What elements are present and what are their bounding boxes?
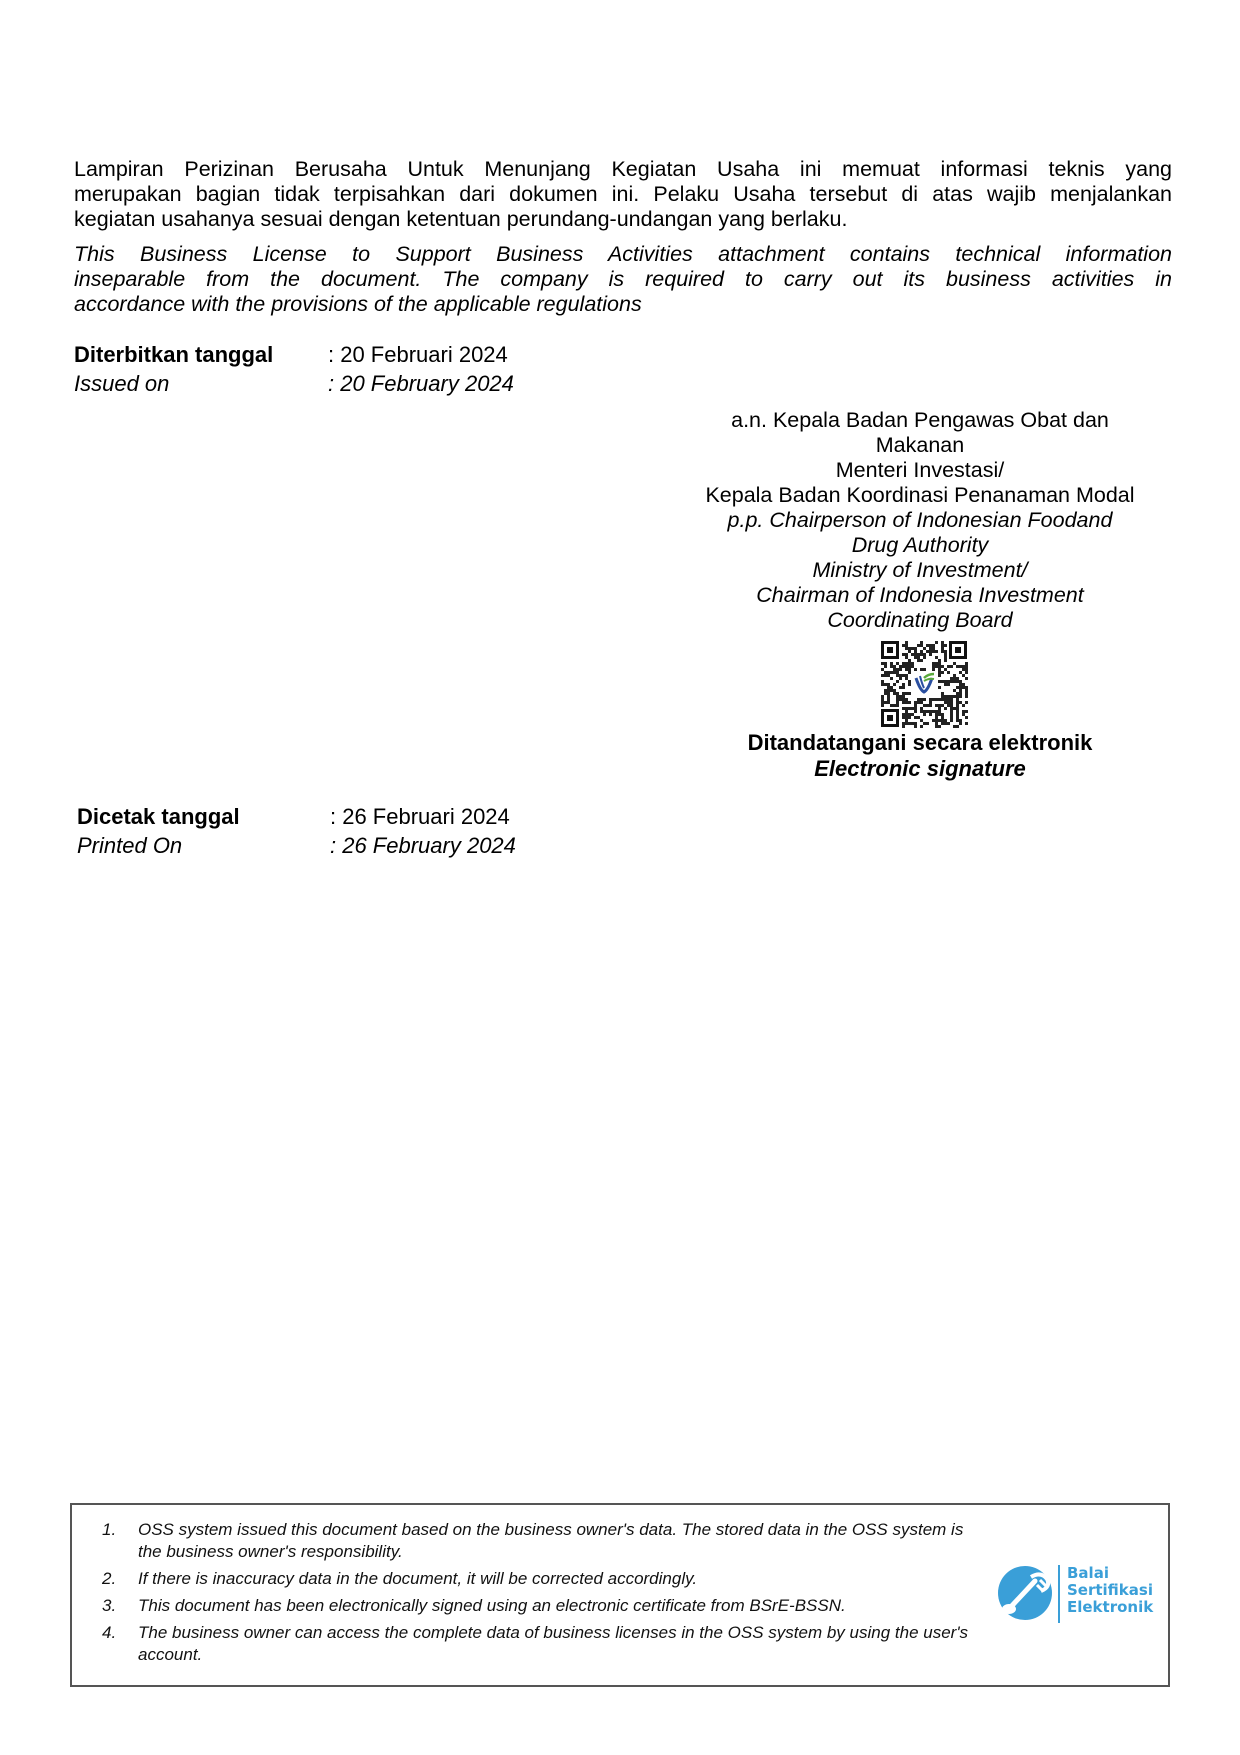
issued-label-id: Diterbitkan tanggal (74, 342, 274, 367)
footer-note-text: If there is inaccuracy data in the document, it will be corrected accordingly. (138, 1569, 698, 1588)
issued-label-en: Issued on (74, 371, 170, 396)
footer-note-text: OSS system issued this document based on the business owner's data. The stored data in the OSS system is the business owner's responsibility. (138, 1520, 964, 1561)
intro-paragraph-id (74, 157, 1172, 232)
printed-date-row-en (77, 831, 577, 861)
printed-value-id: : 26 Februari 2024 (330, 804, 510, 829)
signatory-line-en: Drug Authority (851, 533, 989, 557)
footer-note-number: 3. (102, 1596, 117, 1615)
issued-date-row-en (74, 369, 574, 399)
bsre-logo-line2: Sertifikasi (1067, 1581, 1153, 1599)
signatory-block (660, 408, 1180, 633)
intro-id-line: merupakan bagian tidak terpisahkan dari dokumen ini. Pelaku Usaha tersebut di atas wajib menjalankan (74, 182, 1172, 206)
footer-note-number: 2. (102, 1569, 117, 1588)
printed-label-en: Printed On (77, 833, 183, 858)
signatory-line-id: Menteri Investasi/ (835, 458, 1005, 482)
signatory-line-en: Ministry of Investment/ (812, 558, 1028, 582)
footer-note-item (102, 1568, 1062, 1590)
key-seal-icon (998, 1566, 1052, 1620)
footer-note-item (102, 1519, 1062, 1563)
footer-note-number: 1. (102, 1520, 117, 1539)
intro-en-line: accordance with the provisions of the applicable regulations (74, 292, 642, 316)
bsre-logo-line1: Balai (1067, 1564, 1109, 1582)
signatory-line-en: p.p. Chairperson of Indonesian Foodand (727, 508, 1113, 532)
printed-date-row-id (77, 802, 577, 832)
signatory-line-en: Chairman of Indonesia Investment (756, 583, 1084, 607)
qr-code-icon (880, 640, 968, 728)
footer-note-text: The business owner can access the complete data of business licenses in the OSS system by using the user's account. (138, 1623, 969, 1664)
footer-note-item (102, 1595, 1062, 1617)
esign-label-id: Ditandatangani secara elektronik (747, 730, 1093, 755)
issued-value-en: : 20 February 2024 (328, 371, 514, 396)
issued-date-row-id (74, 340, 574, 370)
footer-note-item (102, 1622, 1062, 1666)
intro-id-line: kegiatan usahanya sesuai dengan ketentuan perundang-undangan yang berlaku. (74, 207, 848, 231)
footer-notes-list (102, 1519, 1062, 1671)
bsre-logo (997, 1559, 1157, 1629)
signatory-line-en: Coordinating Board (827, 608, 1013, 632)
printed-value-en: : 26 February 2024 (330, 833, 516, 858)
intro-en-line: This Business License to Support Business Activities attachment contains technical information (74, 242, 1172, 266)
bsre-logo-line3: Elektronik (1067, 1598, 1154, 1616)
intro-id-line: Lampiran Perizinan Berusaha Untuk Menunjang Kegiatan Usaha ini memuat informasi teknis yang (74, 157, 1172, 181)
signatory-line-id: Makanan (875, 433, 965, 457)
intro-paragraph-en (74, 242, 1172, 317)
intro-en-line: inseparable from the document. The company is required to carry out its business activities in (74, 267, 1172, 291)
signatory-line-id: a.n. Kepala Badan Pengawas Obat dan (731, 408, 1109, 432)
esign-label-en: Electronic signature (814, 756, 1026, 781)
footer-note-text: This document has been electronically signed using an electronic certificate from BSrE-BSSN. (138, 1596, 846, 1615)
footer-note-number: 4. (102, 1623, 117, 1642)
issued-value-id: : 20 Februari 2024 (328, 342, 508, 367)
printed-label-id: Dicetak tanggal (77, 804, 240, 829)
footer-notes-box (70, 1503, 1170, 1687)
signatory-line-id: Kepala Badan Koordinasi Penanaman Modal (705, 483, 1135, 507)
